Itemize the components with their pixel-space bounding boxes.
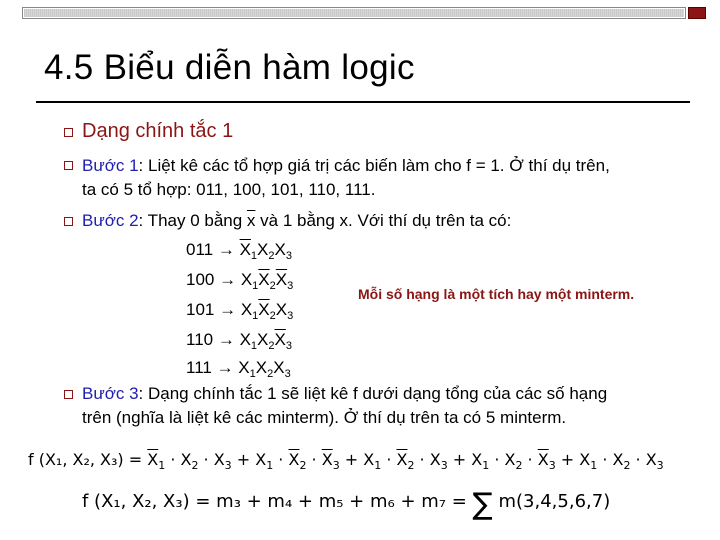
mapping-row: $100 \to X_1\overline{X}_2\overline{X}_3$ [186,270,294,292]
step3-line-1 [82,384,607,404]
title-divider [36,101,690,103]
sigma-icon: ∑ [472,487,493,522]
corner-accent [688,7,706,19]
formula2-lhs: f (X₁, X₂, X₃) = m₃ + m₄ + m₅ + m₆ + m₇ = [82,491,467,512]
mapping-code: 101 [186,300,215,319]
step3-label: Bước 3 [82,384,139,403]
formula2-rhs: m(3,4,5,6,7) [498,491,611,512]
minterm-note: Mỗi số hạng là một tích hay một minterm. [358,286,635,302]
mapping-code: 110 [186,330,214,349]
mapping-code: 011 [186,240,214,259]
mapping-code: 100 [186,270,215,289]
step1-text-a: : Liệt kê các tổ hợp giá trị các biến làm cho f = 1. Ở thí dụ trên, [138,156,610,175]
step1-label: Bước 1 [82,156,139,175]
mapping-row: $011 \to \overline{X}_1X_2X_3$ [186,240,292,262]
bullet-icon [64,128,73,137]
bullet-icon [64,390,73,399]
step1-line-1 [82,156,610,176]
mapping-row: $110 \to X_1X_2\overline{X}_3$ [186,330,292,352]
step2-label: Bước 2 [82,211,139,230]
step2-text-b: và 1 bằng x. Với thí dụ trên ta có: [255,211,512,230]
section-heading: Dạng chính tắc 1 [82,120,234,142]
formula-sum-of-products: f (X₁, X₂, $X_3) = \overline{X}_1 \cdot X_2 \cdot X_3 + X_1 \cdot \overline{X}_2 \cdot \overline{X}_3 + X_1 \cdot \overline{X}_2 \cdot X_3 + X_1 \cdot X_2 \cdot \overline{X}_3 + X_1 \cdot X_2 \cdot X_3$ [28,450,664,472]
formula1-lhs: f (X₁, X₂, X₃) = [28,450,143,469]
step3-text-a: : Dạng chính tắc 1 sẽ liệt kê f dưới dạng tổng của các số hạng [138,384,608,403]
arrow-icon: → [219,270,237,289]
bullet-icon [64,217,73,226]
arrow-icon: → [216,358,234,377]
step2-var-bar: $\overline{x}$ [246,211,256,230]
mapping-row: $111 \to X_1X_2X_3$ [186,358,291,380]
bullet-icon [64,161,73,170]
arrow-icon: → [219,300,237,319]
arrow-icon: → [217,330,235,349]
step2-line [82,211,511,231]
arrow-icon: → [217,240,235,259]
step1-line-2: ta có 5 tổ hợp: 011, 100, 101, 110, 111. [82,180,376,199]
mapping-row: $101 \to X_1\overline{X}_2X_3$ [186,300,294,322]
step2-text-a: : Thay 0 bằng [138,211,247,230]
mapping-code: 111 [186,358,212,377]
formula-minterm-sum [82,487,611,522]
page-title: 4.5 Biểu diễn hàm logic [44,48,415,87]
title-decoration-bar [22,7,686,19]
step3-line-2: trên (nghĩa là liệt kê các minterm). Ở thí dụ trên ta có 5 minterm. [82,408,567,427]
